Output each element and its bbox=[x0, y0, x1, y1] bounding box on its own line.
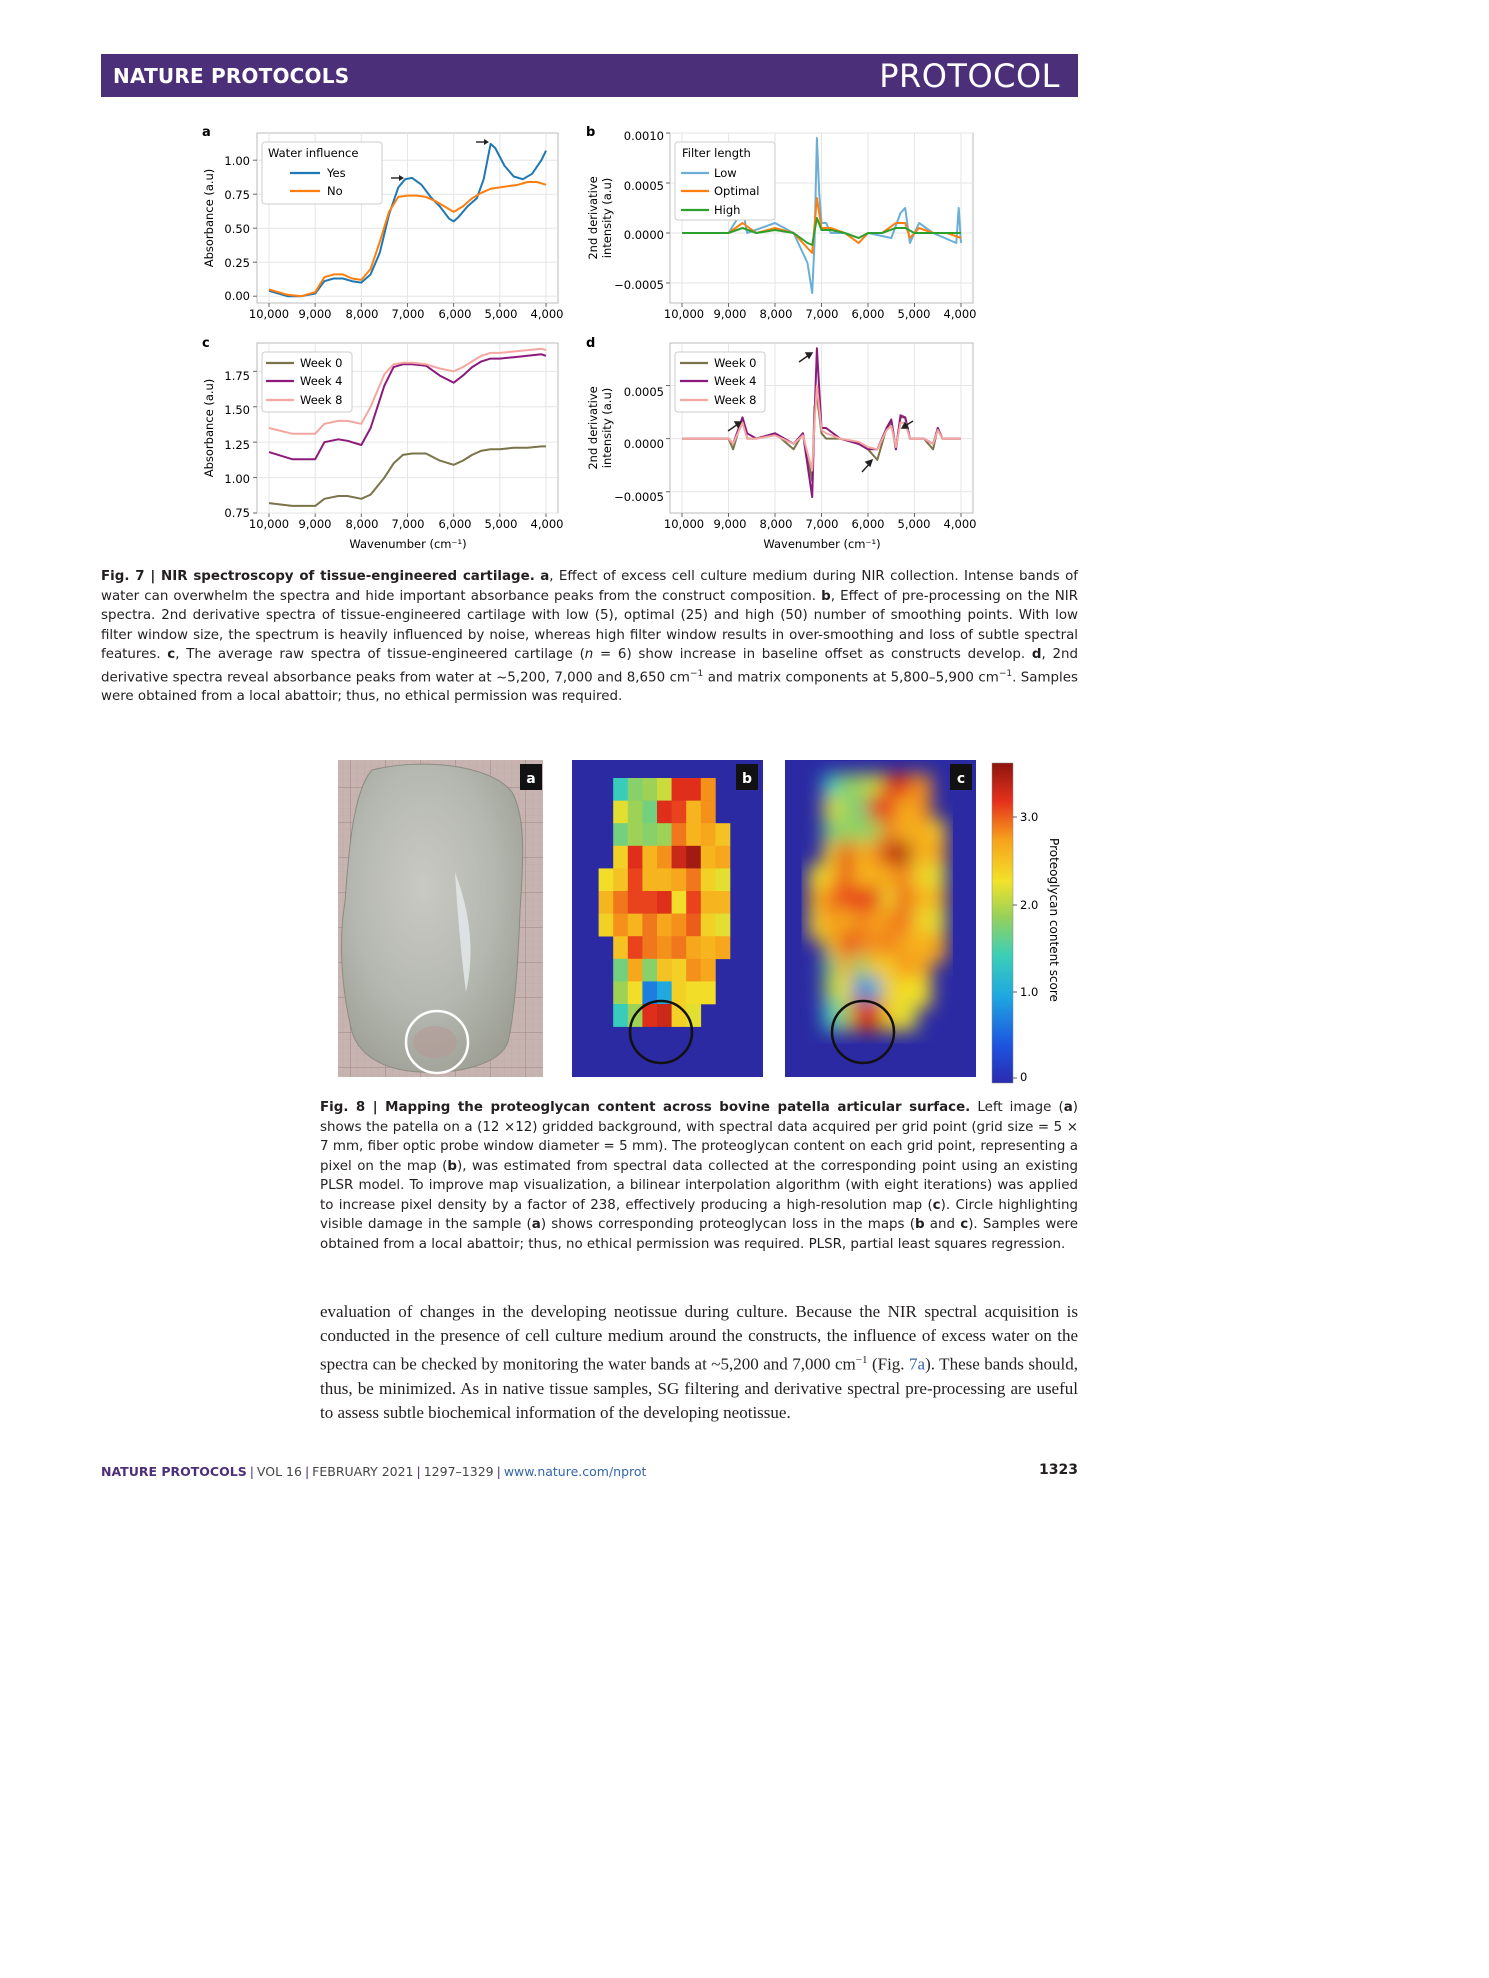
heatmap-cell bbox=[642, 778, 657, 801]
footer-separator: | bbox=[416, 1464, 421, 1479]
x-axis-label-d: Wavenumber (cm⁻¹) bbox=[763, 537, 881, 551]
heatmap-cell bbox=[701, 801, 716, 824]
y-tick-labels-a bbox=[224, 154, 250, 303]
caption-panel-letter: d bbox=[1031, 647, 1042, 662]
heatmap-cell bbox=[672, 981, 687, 1004]
x-tick-label: 7,000 bbox=[391, 517, 425, 531]
heatmap-cell bbox=[613, 823, 628, 846]
y-axis-label-c: Absorbance (a.u) bbox=[202, 378, 216, 478]
x-tick-label: 9,000 bbox=[713, 307, 747, 321]
heatmap-cell bbox=[628, 959, 643, 982]
x-tick-label: 7,000 bbox=[805, 307, 839, 321]
heatmap-cell bbox=[642, 936, 657, 959]
x-tick-label: 5,000 bbox=[484, 307, 518, 321]
heatmap-cell bbox=[657, 959, 672, 982]
legend-label: High bbox=[714, 203, 741, 217]
x-tick-label: 4,000 bbox=[530, 307, 564, 321]
legend-label: Week 0 bbox=[300, 356, 343, 370]
x-tick-label: 10,000 bbox=[248, 517, 290, 531]
colorbar-ticks bbox=[1013, 817, 1017, 1078]
x-tick-label: 6,000 bbox=[851, 517, 885, 531]
footer-url-link[interactable]: www.nature.com/nprot bbox=[503, 1464, 647, 1479]
panel-a-patella-photo bbox=[338, 760, 543, 1077]
page-footer bbox=[101, 1464, 646, 1479]
heatmap-cell bbox=[657, 891, 672, 914]
heatmap-cell bbox=[642, 846, 657, 869]
heatmap-cell bbox=[686, 868, 701, 891]
panel-letter-c: c bbox=[956, 771, 966, 787]
superscript: −1 bbox=[855, 1354, 868, 1366]
heatmap-cell bbox=[672, 959, 687, 982]
y-tick-label: 0.0005 bbox=[623, 385, 664, 399]
y-axis-label-d-line1: 2nd derivative bbox=[586, 386, 600, 470]
heatmap-cell bbox=[599, 914, 614, 937]
heatmap-cell bbox=[686, 959, 701, 982]
heatmap-cell bbox=[642, 868, 657, 891]
y-tick-labels-c bbox=[224, 369, 250, 520]
heatmap-cell bbox=[686, 823, 701, 846]
x-tick-label: 8,000 bbox=[759, 517, 793, 531]
caption-text: ), was estimated from spectral data collected at the corresponding point using an existing PLSR model. To improve map visualization, a bilinear interpolation algorithm (with eight iterations) was applied to increase pixel density by a factor of 238, effectively producing a high-resolution map ( bbox=[320, 1158, 1078, 1213]
heatmap-cell bbox=[672, 778, 687, 801]
heatmap-cell bbox=[701, 778, 716, 801]
panel-b bbox=[586, 125, 976, 321]
heatmap-cell bbox=[613, 936, 628, 959]
x-tick-label: 8,000 bbox=[345, 307, 379, 321]
heatmap-cell bbox=[613, 1004, 628, 1027]
colorbar-label: Proteoglycan content score bbox=[1047, 838, 1061, 1002]
y-tick-label: 0.00 bbox=[224, 289, 250, 303]
x-tick-label: 6,000 bbox=[851, 307, 885, 321]
x-tick-labels-a bbox=[249, 307, 564, 321]
heatmap-cell bbox=[701, 823, 716, 846]
heatmap-cell bbox=[672, 823, 687, 846]
caption-text: ) shows corresponding proteoglycan loss in the maps ( bbox=[540, 1217, 915, 1232]
heatmap-cell bbox=[657, 868, 672, 891]
x-tick-label: 6,000 bbox=[438, 517, 472, 531]
heatmap-cell bbox=[657, 801, 672, 824]
legend-label: Week 8 bbox=[300, 393, 343, 407]
y-tick-label: 1.75 bbox=[224, 369, 250, 383]
caption-superscript: −1 bbox=[998, 668, 1013, 679]
footer-journal: NATURE PROTOCOLS bbox=[101, 1464, 247, 1479]
footer-separator: | bbox=[304, 1464, 310, 1479]
x-tick-label: 10,000 bbox=[663, 517, 705, 531]
y-axis-label-a: Absorbance (a.u) bbox=[202, 168, 216, 268]
heatmap-cell bbox=[686, 778, 701, 801]
caption-italic: n bbox=[584, 647, 594, 662]
heatmap-cell bbox=[657, 823, 672, 846]
heatmap-cell bbox=[672, 936, 687, 959]
panel-letter-a: a bbox=[202, 125, 211, 140]
heatmap-cell bbox=[715, 891, 730, 914]
footer-date: FEBRUARY 2021 bbox=[312, 1464, 414, 1479]
heatmap-cell bbox=[642, 891, 657, 914]
caption-text: and bbox=[924, 1217, 961, 1232]
footer-separator: | bbox=[496, 1464, 501, 1479]
caption-text: , Effect of excess cell culture medium during NIR collection. Intense bands of water can overwhelm the spectra and hide important absorbance peaks from the construct composition. bbox=[101, 569, 1078, 604]
heatmap-cell bbox=[701, 936, 716, 959]
panel-letter-b: b bbox=[741, 771, 753, 787]
x-tick-label: 8,000 bbox=[345, 517, 379, 531]
y-tick-label: 0.75 bbox=[224, 506, 250, 520]
heatmap-cell bbox=[613, 959, 628, 982]
y-tick-labels-b bbox=[614, 129, 664, 292]
x-tick-label: 7,000 bbox=[391, 307, 425, 321]
legend-title: Filter length bbox=[682, 146, 751, 160]
body-text: ). These bands should, thus, be minimized. As in native tissue samples, SG filtering and derivative spectral pre-processing are useful to assess subtle biochemical information of the developing neotissue. bbox=[320, 1354, 1078, 1422]
heatmap-cell bbox=[613, 981, 628, 1004]
x-tick-label: 7,000 bbox=[805, 517, 839, 531]
caption-panel-letter: c bbox=[167, 647, 176, 662]
body-paragraph bbox=[320, 1300, 1078, 1425]
arrow-head bbox=[866, 460, 872, 466]
caption-panel-letter: a bbox=[1063, 1100, 1073, 1115]
legend-label: Optimal bbox=[714, 184, 760, 198]
body-text: (Fig. bbox=[867, 1354, 910, 1374]
heatmap-cell bbox=[628, 778, 643, 801]
legend-b bbox=[675, 142, 775, 220]
panel-d bbox=[586, 336, 976, 551]
heatmap-cell bbox=[686, 914, 701, 937]
interpolated-heatmap bbox=[809, 774, 946, 1031]
y-axis-label-b-line2: intensity (a.u) bbox=[600, 177, 614, 259]
heatmap-cell bbox=[628, 936, 643, 959]
heatmap-cell bbox=[628, 914, 643, 937]
caption-text: , Effect of pre-processing on the NIR spectra. 2nd derivative spectra of tissue-engineered cartilage with low (5), optimal (25) and high (50) number of smoothing points. With low filter window size, the spectrum is heavily influenced by noise, whereas high filter window results in over-smoothing and loss of subtle spectral features. bbox=[101, 588, 1078, 662]
x-tick-label: 6,000 bbox=[438, 307, 472, 321]
heatmap-cell bbox=[672, 801, 687, 824]
x-tick-label: 10,000 bbox=[248, 307, 290, 321]
x-tick-label: 9,000 bbox=[298, 307, 332, 321]
caption-panel-letter: b bbox=[447, 1158, 457, 1174]
x-tick-labels-b bbox=[664, 307, 977, 321]
legend-label: No bbox=[327, 184, 343, 198]
caption-text: , 2nd derivative spectra reveal absorbance peaks from water at ~5,200, 7,000 and 8,650 cm bbox=[101, 647, 1078, 685]
y-tick-label: 0.25 bbox=[224, 256, 250, 270]
y-tick-label: 1.00 bbox=[224, 154, 250, 168]
x-tick-label: 4,000 bbox=[943, 307, 977, 321]
figure-7-caption bbox=[101, 567, 1078, 707]
heatmap-cell bbox=[701, 959, 716, 982]
x-tick-labels-c bbox=[249, 517, 564, 531]
heatmap-cell bbox=[642, 914, 657, 937]
x-tick-label: 4,000 bbox=[530, 517, 564, 531]
heatmap-cell bbox=[686, 801, 701, 824]
heatmap-cell bbox=[701, 891, 716, 914]
heatmap-cell bbox=[628, 823, 643, 846]
caption-panel-letter: b bbox=[821, 588, 831, 604]
heatmap-cell bbox=[686, 936, 701, 959]
colorbar-gradient bbox=[992, 763, 1013, 1083]
heatmap-cell bbox=[701, 914, 716, 937]
heatmap-cell bbox=[613, 778, 628, 801]
heatmap-cell bbox=[672, 914, 687, 937]
heatmap-cell bbox=[613, 914, 628, 937]
heatmap-cell bbox=[642, 1004, 657, 1027]
y-tick-label: 0.0000 bbox=[623, 437, 664, 451]
footer-separator: | bbox=[249, 1464, 254, 1479]
x-tick-label: 9,000 bbox=[713, 517, 747, 531]
colorbar-tick-label: 1.0 bbox=[1020, 985, 1039, 999]
caption-text: . Samples were obtained from a local abattoir; thus, no ethical permission was required. bbox=[101, 669, 1078, 705]
heatmap-cell bbox=[599, 868, 614, 891]
panel-c bbox=[202, 336, 563, 551]
x-tick-label: 9,000 bbox=[298, 517, 332, 531]
colorbar-tick-label: 3.0 bbox=[1020, 810, 1039, 824]
heatmap-cell bbox=[628, 846, 643, 869]
x-tick-labels-d bbox=[664, 517, 977, 531]
y-tick-label: 0.0010 bbox=[623, 129, 664, 143]
y-axis-label-b-line1: 2nd derivative bbox=[586, 176, 600, 260]
damaged-area bbox=[413, 1026, 457, 1058]
x-tick-label: 5,000 bbox=[897, 517, 931, 531]
patella-cartilage bbox=[341, 764, 522, 1072]
caption-text: = 6) show increase in baseline offset as constructs develop. bbox=[593, 647, 1026, 662]
footer-pages: 1297–1329 bbox=[423, 1464, 494, 1479]
legend-label: Week 4 bbox=[300, 374, 343, 388]
journal-name: NATURE PROTOCOLS bbox=[113, 64, 350, 88]
panel-letter-a: a bbox=[526, 771, 536, 787]
heatmap-cell bbox=[642, 959, 657, 982]
heatmap-cell bbox=[657, 778, 672, 801]
y-tick-label: 0.0005 bbox=[623, 179, 664, 193]
legend-a bbox=[262, 142, 382, 204]
body-text: evaluation of changes in the developing neotissue during culture. Because the NIR spectral acquisition is conducted in the presence of cell culture medium around the constructs, the influence of excess water on the spectra can be checked by monitoring the water bands at ~5,200 and 7,000 cm bbox=[320, 1302, 1078, 1374]
y-tick-label: 1.00 bbox=[224, 472, 250, 486]
y-tick-label: −0.0005 bbox=[614, 278, 664, 292]
figure-7a-link[interactable]: 7a bbox=[909, 1354, 926, 1374]
caption-label: Fig. 7 | NIR spectroscopy of tissue-engineered cartilage. bbox=[101, 569, 535, 584]
heatmap-cell bbox=[628, 801, 643, 824]
legend-label: Week 8 bbox=[714, 393, 757, 407]
heatmap-cell bbox=[613, 846, 628, 869]
x-tick-label: 5,000 bbox=[484, 517, 518, 531]
y-tick-label: 0.75 bbox=[224, 188, 250, 202]
x-tick-label: 10,000 bbox=[663, 307, 705, 321]
legend-label: Week 4 bbox=[714, 374, 757, 388]
panel-a bbox=[202, 125, 563, 321]
colorbar-tick-label: 2.0 bbox=[1020, 898, 1039, 912]
heatmap-cell bbox=[628, 868, 643, 891]
heatmap-cell bbox=[613, 891, 628, 914]
heatmap-cell bbox=[628, 981, 643, 1004]
y-tick-label: 0.50 bbox=[224, 222, 250, 236]
heatmap-cell bbox=[701, 868, 716, 891]
heatmap-cell bbox=[672, 868, 687, 891]
heatmap-cell bbox=[657, 914, 672, 937]
page-number: 1323 bbox=[1039, 1462, 1078, 1478]
legend-label: Week 0 bbox=[714, 356, 757, 370]
heatmap-cell bbox=[686, 846, 701, 869]
x-axis-label-c: Wavenumber (cm⁻¹) bbox=[349, 537, 467, 551]
y-tick-labels-d bbox=[614, 385, 664, 504]
legend-c bbox=[262, 352, 352, 412]
heatmap-cell bbox=[628, 891, 643, 914]
article-type: PROTOCOL bbox=[879, 57, 1060, 95]
caption-superscript: −1 bbox=[689, 668, 704, 679]
footer-volume: VOL 16 bbox=[256, 1464, 302, 1479]
heatmap-cell bbox=[686, 891, 701, 914]
heatmap-cell bbox=[701, 981, 716, 1004]
heatmap-cell bbox=[715, 914, 730, 937]
heatmap-cell bbox=[672, 846, 687, 869]
panel-letter-b: b bbox=[586, 125, 596, 140]
figure-8 bbox=[0, 752, 1190, 1092]
heatmap-cell bbox=[657, 846, 672, 869]
caption-text: ) shows the patella on a (12 ×12) gridded background, with spectral data acquired per grid point (grid size = 5 × 7 mm, fiber optic probe window diameter = 5 mm). The proteoglycan content on each grid point, representing a pixel on the map ( bbox=[320, 1100, 1078, 1174]
heatmap-cell bbox=[715, 823, 730, 846]
caption-label: Fig. 8 | Mapping the proteoglycan content across bovine patella articular surface. bbox=[320, 1100, 971, 1115]
caption-panel-letter: c bbox=[932, 1197, 941, 1213]
caption-panel-letter: b bbox=[914, 1217, 925, 1232]
caption-text: Left image ( bbox=[970, 1100, 1064, 1115]
y-axis-label-d-line2: intensity (a.u) bbox=[600, 387, 614, 469]
legend-title: Water influence bbox=[268, 146, 359, 160]
arrow-head bbox=[484, 139, 489, 145]
x-tick-label: 5,000 bbox=[897, 307, 931, 321]
caption-text: , The average raw spectra of tissue-engineered cartilage ( bbox=[175, 647, 585, 662]
colorbar bbox=[992, 763, 1061, 1084]
panel-letter-d: d bbox=[586, 336, 596, 351]
heatmap-cell bbox=[613, 868, 628, 891]
y-tick-label: 1.25 bbox=[224, 438, 250, 452]
heatmap-cell bbox=[657, 936, 672, 959]
caption-text: ). Samples were obtained from a local abattoir; thus, no ethical permission was required. PLSR, partial least squares regression. bbox=[320, 1217, 1078, 1252]
panel-c-interpolated-map bbox=[785, 760, 976, 1077]
heatmap-cell bbox=[686, 981, 701, 1004]
y-tick-label: 0.0000 bbox=[623, 228, 664, 242]
figure-7 bbox=[0, 0, 1190, 560]
figure-8-caption bbox=[320, 1098, 1078, 1254]
heatmap-cell bbox=[672, 891, 687, 914]
panel-letter-c: c bbox=[202, 336, 210, 351]
caption-text: and matrix components at 5,800–5,900 cm bbox=[703, 669, 999, 685]
caption-panel-letter: a bbox=[531, 1217, 541, 1232]
panel-b-pixel-map bbox=[572, 760, 763, 1077]
legend-d bbox=[675, 352, 765, 412]
heatmap-cell bbox=[599, 891, 614, 914]
x-tick-label: 4,000 bbox=[943, 517, 977, 531]
caption-text: ). Circle highlighting visible damage in the sample ( bbox=[320, 1197, 1078, 1232]
colorbar-tick-label: 0 bbox=[1020, 1070, 1028, 1084]
interpolated-cell bbox=[896, 1000, 917, 1031]
x-tick-label: 8,000 bbox=[759, 307, 793, 321]
heatmap-cell bbox=[642, 801, 657, 824]
legend-label: Yes bbox=[327, 166, 346, 180]
legend-label: Low bbox=[714, 166, 737, 180]
heatmap-cells bbox=[599, 778, 731, 1027]
heatmap-cell bbox=[657, 1004, 672, 1027]
heatmap-cell bbox=[613, 801, 628, 824]
heatmap-cell bbox=[701, 846, 716, 869]
heatmap-cell bbox=[715, 936, 730, 959]
caption-panel-letter: c bbox=[960, 1217, 969, 1232]
heatmap-cell bbox=[715, 868, 730, 891]
caption-panel-letter: a bbox=[540, 569, 550, 584]
heatmap-cell bbox=[642, 823, 657, 846]
y-tick-label: 1.50 bbox=[224, 403, 250, 417]
y-tick-label: −0.0005 bbox=[614, 490, 664, 504]
heatmap-cell bbox=[715, 846, 730, 869]
